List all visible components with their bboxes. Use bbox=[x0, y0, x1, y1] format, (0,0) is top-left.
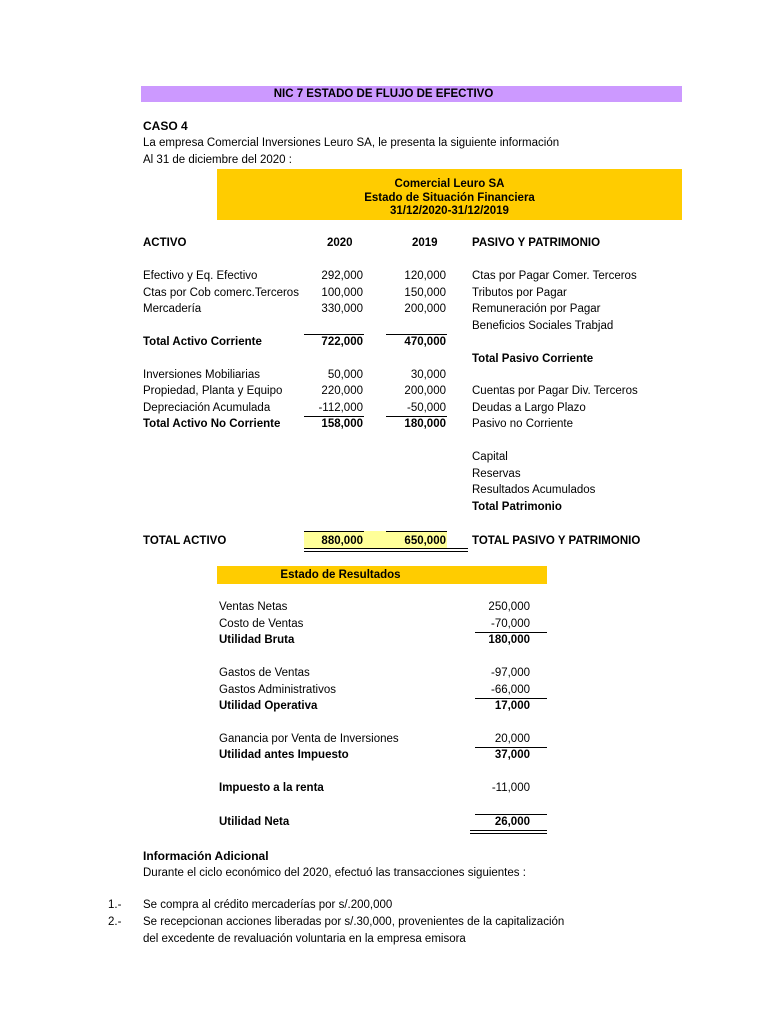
balance-statement: Estado de Situación Financiera bbox=[364, 192, 535, 204]
year-2020-header: 2020 bbox=[327, 237, 353, 249]
liability-nc-label: Deudas a Largo Plazo bbox=[472, 402, 586, 414]
asset-2020: 292,000 bbox=[321, 270, 363, 282]
total-activo-no-corriente-label: Total Activo No Corriente bbox=[143, 418, 281, 430]
rule bbox=[470, 833, 547, 834]
impuesto-value: -11,000 bbox=[491, 782, 530, 794]
total-activo-corriente-2019: 470,000 bbox=[404, 336, 446, 348]
income-label: Gastos de Ventas bbox=[219, 667, 310, 679]
utilidad-neta-value: 26,000 bbox=[494, 816, 530, 828]
info-item-number: 2.- bbox=[108, 916, 122, 928]
total-activo-corriente-label: Total Activo Corriente bbox=[143, 336, 262, 348]
info-intro: Durante el ciclo económico del 2020, efectuó las transacciones siguientes : bbox=[143, 867, 526, 879]
pasivo-header: PASIVO Y PATRIMONIO bbox=[472, 237, 601, 249]
asset-2020: 330,000 bbox=[321, 303, 363, 315]
asset-2020: 100,000 bbox=[321, 287, 363, 299]
asset-nc-2020: -112,000 bbox=[318, 402, 363, 414]
liability-nc-label: Pasivo no Corriente bbox=[472, 418, 573, 430]
total-activo-no-corriente-2019: 180,000 bbox=[404, 418, 446, 430]
rule bbox=[304, 531, 364, 532]
rule bbox=[304, 551, 468, 552]
rule bbox=[386, 531, 447, 532]
income-value: -70,000 bbox=[490, 618, 530, 630]
income-label: Costo de Ventas bbox=[219, 618, 304, 630]
info-item-text: Se recepcionan acciones liberadas por s/.30,000, provenientes de la capitalización bbox=[143, 916, 565, 928]
total-pasivo-patrimonio-label: TOTAL PASIVO Y PATRIMONIO bbox=[472, 535, 641, 547]
activo-header: ACTIVO bbox=[143, 237, 187, 249]
liability-label: Beneficios Sociales Trabjad bbox=[472, 320, 614, 332]
liability-nc-label: Cuentas por Pagar Div. Terceros bbox=[472, 385, 638, 397]
income-label: Gastos Administrativos bbox=[219, 684, 336, 696]
income-title: Estado de Resultados bbox=[280, 569, 401, 581]
rule bbox=[304, 548, 468, 549]
utilidad-bruta-label: Utilidad Bruta bbox=[219, 634, 295, 646]
asset-nc-2019: -50,000 bbox=[406, 402, 446, 414]
liability-label: Tributos por Pagar bbox=[472, 287, 567, 299]
info-item-text: Se compra al crédito mercaderías por s/.200,000 bbox=[143, 899, 393, 911]
asset-nc-2019: 30,000 bbox=[410, 369, 446, 381]
utilidad-bruta-value: 180,000 bbox=[488, 634, 530, 646]
income-label: Ganancia por Venta de Inversiones bbox=[219, 733, 399, 745]
case-label: CASO 4 bbox=[143, 119, 188, 133]
asset-label: Mercadería bbox=[143, 303, 202, 315]
utilidad-operativa-label: Utilidad Operativa bbox=[219, 700, 318, 712]
asset-label: Ctas por Cob comerc.Terceros bbox=[143, 287, 299, 299]
info-item-number: 1.- bbox=[108, 899, 122, 911]
total-patrimonio-label: Total Patrimonio bbox=[472, 501, 562, 513]
income-value: -66,000 bbox=[490, 684, 530, 696]
total-activo-no-corriente-2020: 158,000 bbox=[321, 418, 363, 430]
asset-nc-label: Propiedad, Planta y Equipo bbox=[143, 385, 283, 397]
total-pasivo-corriente-label: Total Pasivo Corriente bbox=[472, 353, 594, 365]
total-activo-2020: 880,000 bbox=[321, 535, 363, 547]
asset-nc-2020: 220,000 bbox=[321, 385, 363, 397]
asset-nc-label: Inversiones Mobiliarias bbox=[143, 369, 260, 381]
income-value: 250,000 bbox=[488, 601, 530, 613]
income-label: Ventas Netas bbox=[219, 601, 288, 613]
case-intro-1: La empresa Comercial Inversiones Leuro SA, le presenta la siguiente información bbox=[143, 137, 560, 149]
asset-2019: 200,000 bbox=[404, 303, 446, 315]
total-activo-label: TOTAL ACTIVO bbox=[143, 535, 227, 547]
liability-label: Ctas por Pagar Comer. Terceros bbox=[472, 270, 637, 282]
liability-label: Remuneración por Pagar bbox=[472, 303, 601, 315]
asset-nc-label: Depreciación Acumulada bbox=[143, 402, 271, 414]
income-value: -97,000 bbox=[490, 667, 530, 679]
asset-nc-2019: 200,000 bbox=[404, 385, 446, 397]
utilidad-operativa-value: 17,000 bbox=[494, 700, 530, 712]
equity-label: Reservas bbox=[472, 468, 521, 480]
asset-label: Efectivo y Eq. Efectivo bbox=[143, 270, 258, 282]
total-activo-corriente-2020: 722,000 bbox=[321, 336, 363, 348]
balance-period: 31/12/2020-31/12/2019 bbox=[390, 205, 509, 217]
asset-nc-2020: 50,000 bbox=[327, 369, 363, 381]
utilidad-antes-impuesto-value: 37,000 bbox=[494, 749, 530, 761]
equity-label: Resultados Acumulados bbox=[472, 484, 596, 496]
rule bbox=[470, 830, 547, 831]
asset-2019: 120,000 bbox=[404, 270, 446, 282]
utilidad-antes-impuesto-label: Utilidad antes Impuesto bbox=[219, 749, 349, 761]
info-item-text-cont: del excedente de revaluación voluntaria en la empresa emisora bbox=[143, 933, 466, 945]
income-value: 20,000 bbox=[494, 733, 530, 745]
case-intro-2: Al 31 de diciembre del 2020 : bbox=[143, 154, 292, 166]
page-title: NIC 7 ESTADO DE FLUJO DE EFECTIVO bbox=[273, 88, 494, 100]
info-title: Información Adicional bbox=[143, 849, 269, 863]
impuesto-label: Impuesto a la renta bbox=[219, 782, 324, 794]
utilidad-neta-label: Utilidad Neta bbox=[219, 816, 290, 828]
total-activo-2019: 650,000 bbox=[404, 535, 446, 547]
asset-2019: 150,000 bbox=[404, 287, 446, 299]
equity-label: Capital bbox=[472, 451, 508, 463]
year-2019-header: 2019 bbox=[412, 237, 438, 249]
balance-company: Comercial Leuro SA bbox=[394, 178, 505, 190]
